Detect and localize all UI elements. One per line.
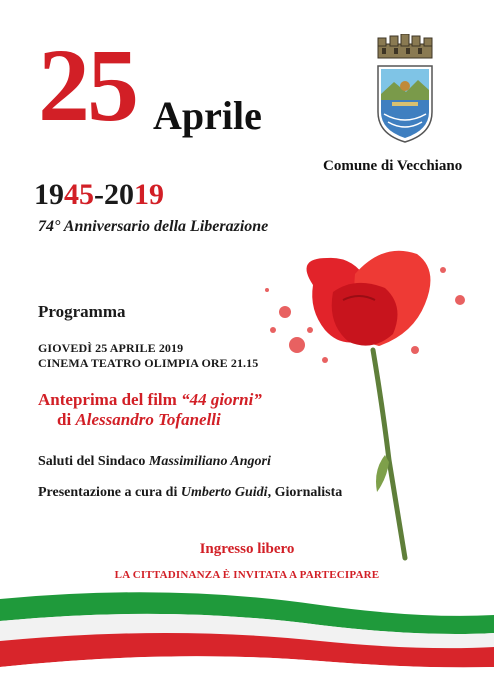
film-preview-line xyxy=(38,390,262,410)
poppy-illustration xyxy=(255,230,475,570)
event-venue: CINEMA TEATRO OLIMPIA ORE 21.15 xyxy=(38,356,259,370)
mayor-name: Massimiliano Angori xyxy=(148,454,271,469)
crown-icon xyxy=(378,34,432,58)
years-heading xyxy=(34,180,164,210)
presentazione-prefix: Presentazione a cura di xyxy=(38,485,181,500)
years-part-1: 19 xyxy=(34,178,64,211)
presentazione-suffix: , Giornalista xyxy=(267,485,343,500)
director-name: Alessandro Tofanelli xyxy=(75,410,221,429)
month-label: Aprile xyxy=(153,93,262,138)
invitation-line: LA CITTADINANZA È INVITATA A PARTECIPARE xyxy=(114,569,380,581)
programme-title: Programma xyxy=(38,302,126,321)
director-line xyxy=(57,410,221,430)
poppy-petals xyxy=(307,251,431,346)
director-prefix: di xyxy=(57,410,76,429)
presentation-line xyxy=(38,485,342,501)
event-date: GIOVEDÌ 25 APRILE 2019 xyxy=(38,341,184,355)
years-part-3: -20 xyxy=(94,178,134,211)
journalist-name: Umberto Guidi xyxy=(180,485,268,500)
years-part-4: 19 xyxy=(134,178,164,211)
comune-name: Comune di Vecchiano xyxy=(323,158,463,174)
film-prefix: Anteprima del film xyxy=(38,390,182,409)
years-part-2: 45 xyxy=(64,178,94,211)
poppy-leaf xyxy=(376,455,389,492)
mayor-greeting-line xyxy=(38,454,271,470)
municipal-crest-logo xyxy=(372,34,438,144)
film-title: “44 giorni” xyxy=(181,390,262,409)
saluti-prefix: Saluti del Sindaco xyxy=(38,454,149,469)
day-number: 25 xyxy=(38,28,136,143)
shield-icon xyxy=(378,66,432,142)
poppy-stem xyxy=(373,350,405,558)
free-entry-label: Ingresso libero xyxy=(199,541,295,557)
italian-flag-waves xyxy=(0,575,494,700)
anniversary-subtitle: 74° Anniversario della Liberazione xyxy=(38,218,269,235)
